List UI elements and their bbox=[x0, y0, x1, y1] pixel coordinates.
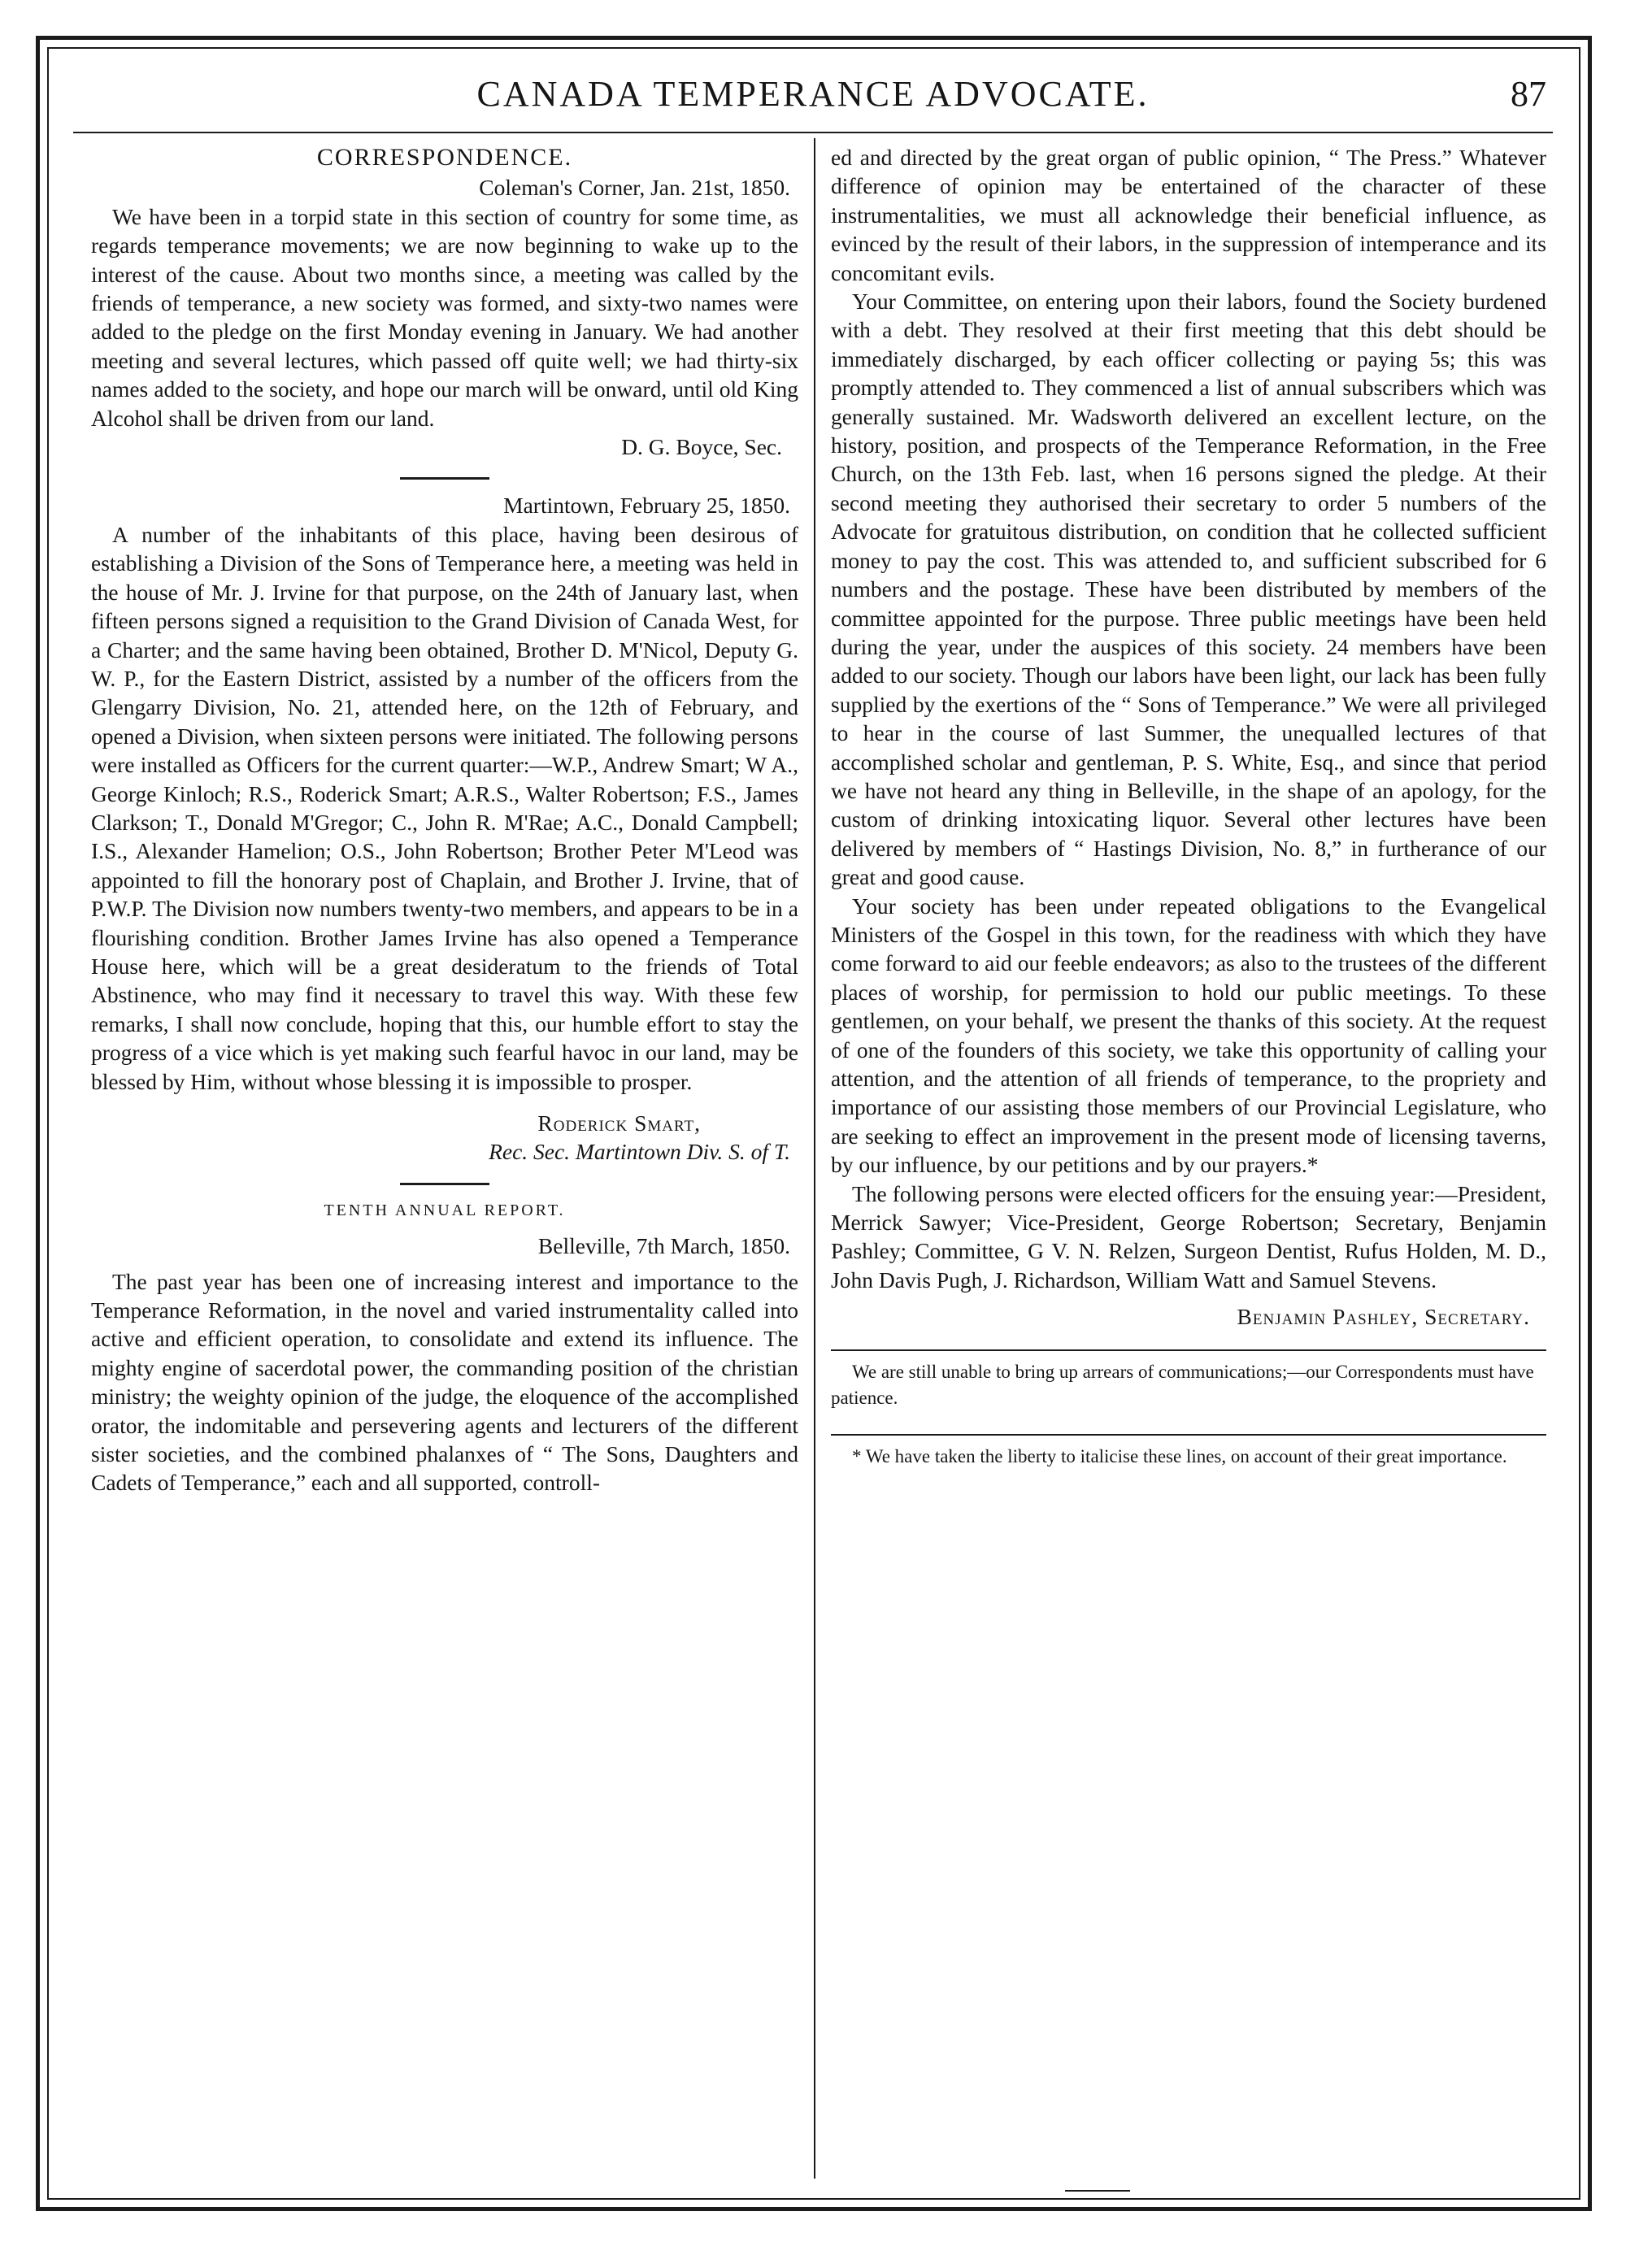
letter2-signature: Roderick Smart, bbox=[537, 1110, 701, 1136]
footnote-box bbox=[831, 1434, 1546, 1470]
editor-note-box bbox=[831, 1349, 1546, 1411]
report-paragraph-ministers: Your society has been under repeated obligations to the Evangelical Ministers of the Gospel in this town, for the readiness with which they have come forward to aid our feeble endeavors; as also to the trustees of the different places of worship, for permission to hold our public meetings. To these gentlemen, on your behalf, we present the thanks of this society. At the request of one of the founders of this society, we take this opportunity of calling your attention, and the attention of all friends of temperance, to the propriety and importance of our assisting those members of our Provincial Legislature, who are seeking to effect an improvement in the present mode of licensing taverns, by our influence, by our petitions and by our prayers.* bbox=[831, 893, 1546, 1178]
page-header bbox=[73, 67, 1553, 132]
separator-rule bbox=[400, 477, 489, 480]
separator-rule bbox=[400, 1183, 489, 1185]
report-signature: Benjamin Pashley, Secretary. bbox=[1237, 1304, 1530, 1330]
section-heading: CORRESPONDENCE. bbox=[316, 144, 573, 171]
header-rule bbox=[73, 132, 1553, 133]
column-divider bbox=[814, 138, 815, 2179]
editor-note: We are still unable to bring up arrears of communications;—our Correspondents must have patience. bbox=[831, 1361, 1534, 1408]
letter2-dateline: Martintown, February 25, 1850. bbox=[503, 493, 790, 519]
report-paragraph-officers: The following persons were elected officers for the ensuing year:—President, Merrick Sawyer; Vice-President, George Robertson; Secretary, Benjamin Pashley; Committee, G V. N. Relzen, Surgeon Dentist, Rufus Holden, M. D., John Davis Pugh, J. Richardson, William Watt and Samuel Stevens. bbox=[831, 1180, 1546, 1293]
page-number: 87 bbox=[1511, 74, 1546, 114]
letter1-dateline: Coleman's Corner, Jan. 21st, 1850. bbox=[479, 175, 790, 201]
report-subheading: TENTH ANNUAL REPORT. bbox=[324, 1201, 566, 1219]
left-column bbox=[91, 143, 798, 1497]
report-paragraph-committee: Your Committee, on entering upon their labors, found the Society burdened with a debt. They resolved at their first meeting that this debt should be immediately discharged, by each officer collecting or paying 5s; this was promptly attended to. They commenced a list of annual subscribers which was generally sustained. Mr. Wadsworth delivered an excellent lecture, on the history, position, and prospects of the Temperance Reformation, in the Free Church, on the 13th Feb. last, when 16 persons signed the pledge. At their second meeting they authorised their secretary to order 5 numbers of the Advocate for gratuitous distribution, on condition that he collected sufficient money to pay the cost. This was attended to, and sufficient subscribed for 6 numbers and the postage. These have been distributed by members of the committee appointed for the purpose. Three public meetings have been held during the year, under the auspices of this society. 24 members have been added to our society. Though our labors have been light, our lack has been fully supplied by the exertions of the “ Sons of Temperance.” We were all privileged to hear in the course of last Summer, the unequalled lectures of that accomplished scholar and gentleman, P. S. White, Esq., and since that period we have not heard any thing in Belleville, in the shape of an apology, for the custom of drinking intoxicating liquor. Several other lectures have been delivered by members of “ Hastings Division, No. 8,” in furtherance of our great and good cause. bbox=[831, 289, 1546, 890]
letter1-body: We have been in a torpid state in this section of country for some time, as regards temperance movements; we are now beginning to wake up to the interest of the cause. About two months since, a meeting was called by the friends of temperance, a new society was formed, and sixty-two names were added to the pledge on the first Monday evening in January. We had another meeting and several lectures, which passed off quite well; we had thirty-six names added to the society, and hope our march will be onward, until old King Alcohol shall be driven from our land. bbox=[91, 203, 798, 431]
letter2-body: A number of the inhabitants of this place, having been desirous of establishing a Division of the Sons of Temperance here, a meeting was held in the house of Mr. J. Irvine for that purpose, on the 24th of January last, when fifteen persons signed a requisition to the Grand Division of Canada West, for a Charter; and the same having been obtained, Brother D. M'Nicol, Deputy G. W. P., for the Eastern District, assisted by a number of the officers from the Glengarry Division, No. 21, attended here, on the 12th of February, and opened a Division, when sixteen persons were initiated. The following persons were installed as Officers for the current quarter:—W.P., Andrew Smart; W A., George Kinloch; R.S., Roderick Smart; A.R.S., Walter Robertson; F.S., James Clarkson; T., Donald M'Gregor; C., John R. M'Rae; A.C., Donald Campbell; I.S., Alexander Hamelion; O.S., John Robertson; Brother Peter M'Leod was appointed to fill the honorary post of Chaplain, and Brother J. Irvine, that of P.W.P. The Division now numbers twenty-two members, and appears to be in a flourishing condition. Brother James Irvine has also opened a Temperance House here, which will be a great desideratum to the friends of Total Abstinence, who may find it necessary to travel this way. With these few remarks, I shall now conclude, hoping that this, our humble effort to stay the progress of a vice which is yet making such fearful havoc in our land, may be blessed by Him, without whose blessing it is impossible to prosper. bbox=[91, 521, 798, 1094]
letter2-signature-title: Rec. Sec. Martintown Div. S. of T. bbox=[489, 1139, 790, 1165]
right-column bbox=[831, 143, 1546, 1470]
letter1-signature: D. G. Boyce, Sec. bbox=[621, 434, 782, 460]
footnote: * We have taken the liberty to italicise these lines, on account of their great importance. bbox=[852, 1445, 1507, 1466]
report-body: The past year has been one of increasing interest and importance to the Temperance Reformation, in the novel and varied instrumentality called into active and efficient operation, to consolidate and extend its influence. The mighty engine of sacerdotal power, the commanding position of the christian ministry; the weighty opinion of the judge, the eloquence of the accomplished orator, the indomitable and persevering agents and lecturers of the different sister societies, and the combined phalanxes of “ The Sons, Daughters and Cadets of Temperance,” each and all supported, controll- bbox=[91, 1268, 798, 1496]
footer-rule bbox=[1065, 2190, 1130, 2192]
report-continued: ed and directed by the great organ of public opinion, “ The Press.” Whatever difference of opinion may be entertained of the character of these instrumentalities, we must all acknowledge their beneficial influence, as evinced by the result of their labors, in the suppression of intemperance and its concomitant evils. bbox=[831, 145, 1546, 285]
report-dateline: Belleville, 7th March, 1850. bbox=[537, 1233, 790, 1259]
page-title: CANADA TEMPERANCE ADVOCATE. bbox=[476, 74, 1150, 114]
